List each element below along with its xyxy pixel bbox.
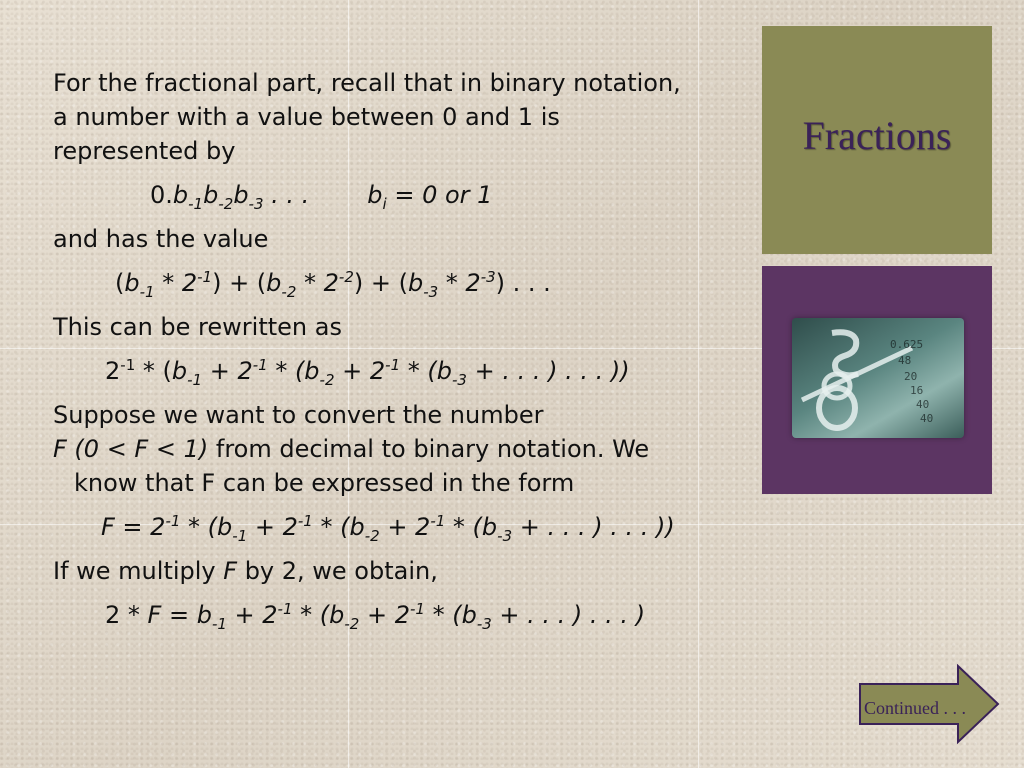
doubled-formula: $2 * F = b_{-1} + 2^{-1} * (b_{-2} + 2^{-1} * (b_{-3}$ + . . . ) . . . ): [105, 600, 646, 633]
svg-text:48: 48: [898, 354, 912, 367]
svg-text:40: 40: [920, 412, 934, 425]
has-value-line: and has the value: [53, 225, 269, 253]
svg-text:20: 20: [904, 370, 918, 383]
rewritten-line: This can be rewritten as: [53, 313, 342, 341]
rewritten-formula: $2^{-1} * (b_{-1} + 2^{-1} * (b_{-2} + 2^{-1} * (b_{-3}$ + . . . ) . . . )): [105, 356, 630, 389]
intro-line: represented by: [53, 137, 236, 165]
continue-label: Continued . . .: [864, 698, 966, 718]
binary-representation: $0.b_{-1}b_{-2}b_{-3}$ . . . $b_i = 0$ or 1: [150, 181, 493, 213]
intro-line: For the fractional part, recall that in binary notation,: [53, 69, 681, 97]
svg-text:0.625: 0.625: [890, 338, 924, 351]
suppose-line: know that F can be expressed in the form: [74, 469, 575, 497]
suppose-line: F (0 < F < 1) from decimal to binary notation. We: [53, 435, 650, 463]
F-formula: $F = 2^{-1} * (b_{-1} + 2^{-1} * (b_{-2} + 2^{-1} * (b_{-3}$ + . . . ) . . . )): [101, 512, 675, 545]
image-panel: [762, 266, 992, 494]
continue-button[interactable]: [858, 664, 1000, 744]
intro-line: a number with a value between 0 and 1 is: [53, 103, 560, 131]
value-formula: $(b_{-1} * 2^{-1}) + (b_{-2} * 2^{-2}) + (b_{-3} * 2^{-3})$ . . .: [115, 268, 551, 301]
suppose-line: Suppose we want to convert the number: [53, 401, 544, 429]
slide-content: [53, 66, 743, 632]
multiply-line: If we multiply F by 2, we obtain,: [53, 557, 438, 585]
svg-text:16: 16: [910, 384, 924, 397]
fraction-photo-icon: [792, 318, 964, 438]
svg-text:40: 40: [916, 398, 930, 411]
title-panel: [762, 26, 992, 254]
slide-title: Fractions: [802, 112, 952, 158]
